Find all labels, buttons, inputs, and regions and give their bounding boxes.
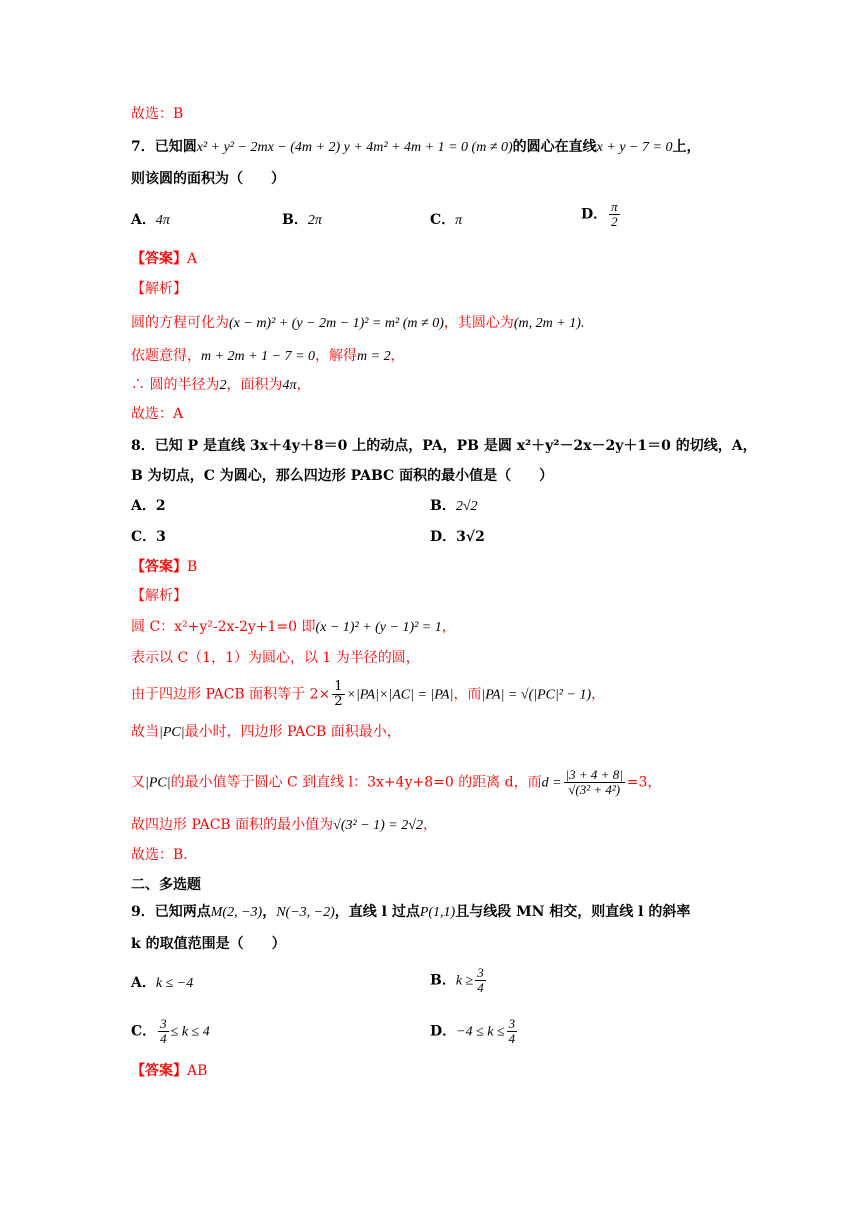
q9-option-a-value: k ≤ −4 — [155, 976, 194, 991]
q7-analysis-label: 【解析】 — [131, 281, 187, 297]
q7-step2-text-a: 依题意得， — [131, 348, 201, 364]
q7-circle-equation: x² + y² − 2mx − (4m + 2) y + 4m² + 4m + 1 = 0 (m ≠ 0) — [196, 140, 513, 155]
q7-answer-value: A — [187, 251, 198, 267]
q8-option-c: C．3 — [131, 529, 166, 545]
q8-answer-label: 【答案】 — [131, 559, 187, 575]
q9-separator: ， — [262, 904, 277, 920]
q7-step2-result: m = 2 — [357, 349, 391, 364]
q7-step3-text-c: ，面积为 — [226, 377, 283, 393]
q9-option-b-fraction — [475, 966, 486, 995]
q8-step3-pa-expression: |PA| = √(|PC|² − 1) — [481, 687, 592, 703]
q7-option-a-label: A． — [131, 212, 156, 228]
q8-step5-text-c: 的最小值等于圆心 C 到直线 l：3x+4y+8=0 的距离 d，而 — [170, 774, 542, 791]
q9-option-b-value: k ≥ — [455, 973, 474, 989]
q8-stem-line1: 8．已知 P 是直线 3x＋4y＋8＝0 上的动点，PA，PB 是圆 x²＋y²－2x－2y＋1＝0 的切线，A， — [131, 438, 757, 454]
q8-step3-text-c: ，而 — [453, 686, 482, 703]
q8-answer — [131, 557, 197, 577]
q8-step1-equation: (x − 1)² + (y − 1)² = 1 — [315, 620, 442, 635]
q7-option-c-label: C． — [430, 212, 456, 228]
q9-option-c-fraction — [158, 1017, 169, 1046]
q8-step3-area-expression: ×|PA|×|AC| = |PA| — [346, 687, 454, 703]
q7-option-d-fraction — [609, 200, 620, 229]
q9-option-d-denominator: 4 — [508, 1031, 516, 1046]
q9-option-d-value: −4 ≤ k ≤ — [456, 1024, 505, 1040]
q8-step5-text-e: =3， — [626, 774, 662, 791]
q7-stem-line2: 则该圆的面积为（ ） — [131, 171, 285, 187]
q9-option-d-fraction — [507, 1017, 518, 1046]
q8-analysis-step3 — [131, 680, 605, 709]
q8-step5-d-label: d = — [541, 775, 562, 791]
q8-step5-numerator: |3 + 4 + 8| — [565, 767, 623, 782]
q7-option-b — [282, 210, 322, 231]
q7-analysis-step3 — [131, 375, 310, 396]
q9-point-m: M(2, −3) — [210, 905, 263, 920]
q8-option-d-label: D． — [430, 529, 457, 545]
q9-option-c — [131, 1017, 210, 1046]
q9-option-d-label: D． — [430, 1023, 457, 1040]
q8-analysis-label: 【解析】 — [131, 588, 187, 604]
q8-step3-denominator: 2 — [334, 694, 343, 709]
q8-analysis-step5 — [131, 768, 661, 797]
q7-step2-text-d: ， — [390, 348, 405, 364]
q7-step2-equation: m + 2m + 1 − 7 = 0 — [201, 349, 316, 364]
q8-step3-text-a: 由于四边形 PACB 面积等于 2× — [131, 686, 331, 703]
q9-stem-b: ，直线 l 过点 — [334, 904, 420, 920]
q8-option-d — [430, 527, 485, 547]
q9-option-a — [131, 973, 193, 994]
q7-step3-text-a: ∴ 圆的半径为 — [131, 377, 220, 393]
q7-stem-line1 — [131, 137, 700, 158]
q7-option-d-label: D． — [581, 206, 608, 223]
q7-step3-radius: 2 — [219, 378, 227, 393]
q7-step1-equation: (x − m)² + (y − 2m − 1)² = m² (m ≠ 0) — [229, 316, 444, 331]
q8-step1-text-a: 圆 C：x²+y²-2x-2y+1=0 即 — [131, 619, 316, 635]
q7-option-b-value: 2π — [307, 213, 322, 228]
q9-option-d-numerator: 3 — [508, 1016, 516, 1031]
q7-option-a — [131, 210, 170, 231]
q8-step5-pc: |PC| — [145, 775, 171, 791]
q7-option-b-label: B． — [282, 212, 308, 228]
q9-stem-c: 且与线段 MN 相交，则直线 l 的斜率 — [455, 904, 691, 920]
q8-analysis-conclusion: 故选：B. — [131, 847, 188, 863]
q9-point-p: P(1,1) — [419, 905, 456, 920]
q7-analysis-step1 — [131, 313, 584, 334]
q9-option-c-denominator: 4 — [160, 1031, 167, 1046]
q7-stem-c: 上， — [672, 139, 701, 155]
q9-stem-a: 9．已知两点 — [131, 904, 211, 920]
q9-stem-line1 — [131, 902, 690, 923]
q7-stem-b: 的圆心在直线 — [512, 139, 597, 155]
q9-option-b — [430, 966, 488, 995]
q7-analysis-step2 — [131, 346, 405, 367]
q8-step5-distance-fraction — [564, 768, 625, 797]
q8-step4-text-a: 故当 — [131, 724, 159, 740]
q8-analysis-step1 — [131, 617, 456, 638]
q7-option-c-value: π — [455, 213, 463, 228]
q8-step3-numerator: 1 — [334, 679, 343, 694]
q7-option-d-numerator: π — [611, 199, 618, 214]
q7-stem-a: 7．已知圆 — [131, 139, 197, 155]
q8-analysis-step6 — [131, 815, 437, 836]
q8-step5-text-a: 又 — [131, 774, 145, 791]
q8-option-b — [430, 496, 478, 517]
q8-step6-text-c: ， — [422, 817, 437, 833]
section-heading-multiple-choice: 二、多选题 — [131, 877, 201, 893]
q7-step2-text-b: ，解得 — [315, 348, 358, 364]
q8-answer-value: B — [187, 559, 198, 575]
q7-option-d — [581, 200, 622, 229]
q9-answer-label: 【答案】 — [131, 1063, 187, 1079]
q8-step6-result: √(3² − 1) = 2√2 — [333, 818, 423, 833]
q9-option-b-label: B． — [430, 972, 456, 989]
q7-option-c — [430, 210, 462, 231]
q8-option-a: A．2 — [131, 498, 166, 514]
q8-stem-line2: B 为切点，C 为圆心，那么四边形 PABC 面积的最小值是（ ） — [131, 468, 554, 484]
q9-option-d — [430, 1017, 519, 1046]
q6-conclusion: 故选：B — [131, 106, 184, 122]
q8-analysis-step2: 表示以 C（1，1）为圆心，以 1 为半径的圆， — [131, 650, 420, 666]
q9-option-c-value: ≤ k ≤ 4 — [170, 1024, 210, 1040]
q7-step1-text-a: 圆的方程可化为 — [131, 315, 229, 331]
q7-analysis-conclusion: 故选：A — [131, 406, 184, 422]
q9-answer — [131, 1061, 207, 1081]
q7-option-d-denominator: 2 — [611, 214, 618, 229]
q7-step3-area: 4π — [282, 378, 297, 393]
q7-step1-text-b: ，其圆心为 — [443, 315, 514, 331]
q8-step5-denominator: √(3² + 4²) — [568, 782, 621, 797]
q7-answer — [131, 249, 197, 269]
q9-option-b-denominator: 4 — [477, 980, 484, 995]
q8-step4-pc: |PC| — [159, 725, 185, 740]
q8-step4-text-c: 最小时，四边形 PACB 面积最小， — [184, 724, 401, 740]
q7-line-equation: x + y − 7 = 0 — [596, 140, 673, 155]
q8-step3-half-fraction — [332, 680, 344, 709]
q7-step3-text-e: ， — [296, 377, 311, 393]
q9-point-n: N(−3, −2) — [276, 905, 335, 920]
q8-step3-text-e: ， — [591, 686, 606, 703]
q9-answer-value: AB — [187, 1063, 208, 1079]
q7-option-a-value: 4π — [155, 213, 170, 228]
q8-step6-text-a: 故四边形 PACB 面积的最小值为 — [131, 817, 334, 833]
q8-option-b-value: 2√2 — [455, 499, 478, 514]
q9-option-a-label: A． — [131, 975, 156, 991]
q8-step1-text-b: ， — [441, 619, 456, 635]
q7-step1-center: (m, 2m + 1). — [513, 316, 585, 331]
q7-answer-label: 【答案】 — [131, 251, 187, 267]
q9-option-b-numerator: 3 — [477, 965, 484, 980]
q9-stem-line2: k 的取值范围是（ ） — [131, 936, 286, 952]
q9-option-c-label: C． — [131, 1023, 157, 1040]
q8-option-d-value: 3√2 — [456, 529, 485, 545]
q8-option-b-label: B． — [430, 498, 456, 514]
q9-option-c-numerator: 3 — [160, 1016, 167, 1031]
q8-analysis-step4 — [131, 722, 401, 743]
